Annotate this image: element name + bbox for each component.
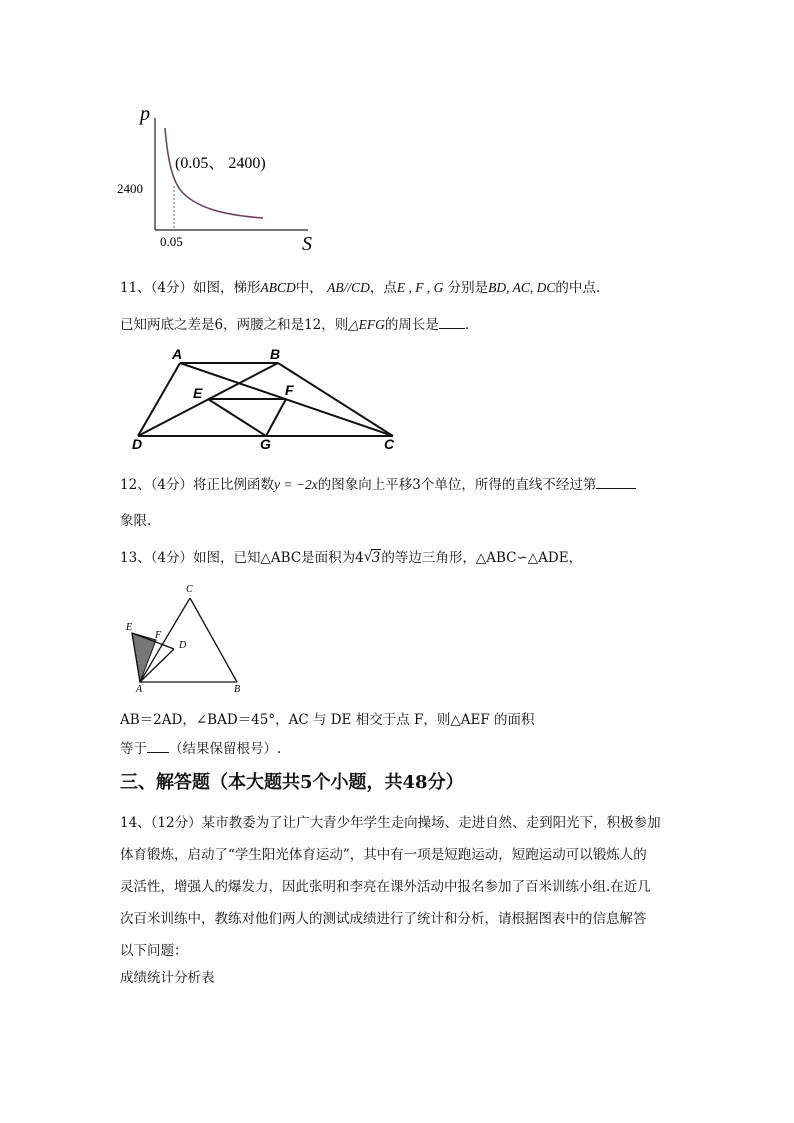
q13-line-3: 等于 （结果保留根号）.	[120, 741, 282, 757]
inverse-function-graph	[108, 98, 328, 258]
q11-line-1: 11、（4分）如图，梯形ABCD中， AB//CD，点E , F , G 分别是BD, AC, DC的中点.	[120, 280, 601, 296]
tri-label-B: B	[234, 684, 241, 695]
trap-label-D: D	[132, 436, 143, 452]
q14-line-1: 14、（12分）某市教委为了让广大青少年学生走向操场、走进自然、走到阳光下，积极参加	[120, 815, 661, 831]
q14-line-2: 体育锻炼，启动了“学生阳光体育运动”，其中有一项是短跑运动，短跑运动可以锻炼人的	[120, 847, 647, 863]
q14-line-5: 以下问题：	[120, 943, 188, 959]
trap-label-A: A	[172, 346, 183, 362]
graph-y-axis-label: p	[140, 103, 150, 125]
trapezoid-figure	[128, 345, 408, 455]
trap-label-E: E	[193, 385, 203, 401]
q13-line-2: AB＝2AD，∠BAD＝45°，AC 与 DE 相交于点 F，则△AEF 的面积	[120, 712, 535, 728]
q14-table-caption: 成绩统计分析表	[120, 970, 215, 986]
trap-label-F: F	[285, 382, 294, 398]
section-3-heading: 三、解答题（本大题共5个小题，共48分）	[120, 772, 464, 793]
q13-line-1: 13、（4分）如图，已知△ABC是面积为4 √ 3的等边三角形，△ABC∽△ADE，	[120, 549, 583, 566]
graph-curve	[165, 128, 263, 218]
tri-label-E: E	[126, 622, 133, 633]
sqrt-symbol: √ 3	[363, 549, 381, 566]
q14-line-4: 次百米训练中，教练对他们两人的测试成绩进行了统计和分析，请根据图表中的信息解答	[120, 911, 647, 927]
q14-line-3: 灵活性，增强人的爆发力，因此张明和李亮在课外活动中报名参加了百米训练小组.在近几	[120, 879, 651, 895]
answer-blank	[439, 327, 465, 329]
answer-blank	[596, 487, 636, 489]
tri-label-A: A	[136, 684, 143, 695]
tri-label-D: D	[179, 640, 187, 651]
graph-point-label: (0.05、 2400)	[175, 155, 266, 172]
answer-blank	[147, 751, 169, 753]
trap-label-G: G	[260, 436, 271, 452]
trap-label-B: B	[270, 346, 281, 362]
q12-line-1: 12、（4分）将正比例函数y = −2x的图象向上平移3个单位，所得的直线不经过第	[120, 473, 636, 493]
tri-label-F: F	[155, 630, 162, 641]
q12-line-2: 象限.	[120, 513, 152, 529]
q11-line-2: 已知两底之差是6，两腰之和是12，则△EFG的周长是 .	[120, 317, 470, 333]
graph-x-axis-label: S	[302, 233, 312, 255]
graph-x-tick: 0.05	[160, 234, 183, 249]
trap-label-C: C	[384, 436, 395, 452]
graph-y-tick: 2400	[117, 181, 143, 196]
triangle-figure	[120, 580, 260, 695]
tri-label-C: C	[186, 584, 193, 595]
